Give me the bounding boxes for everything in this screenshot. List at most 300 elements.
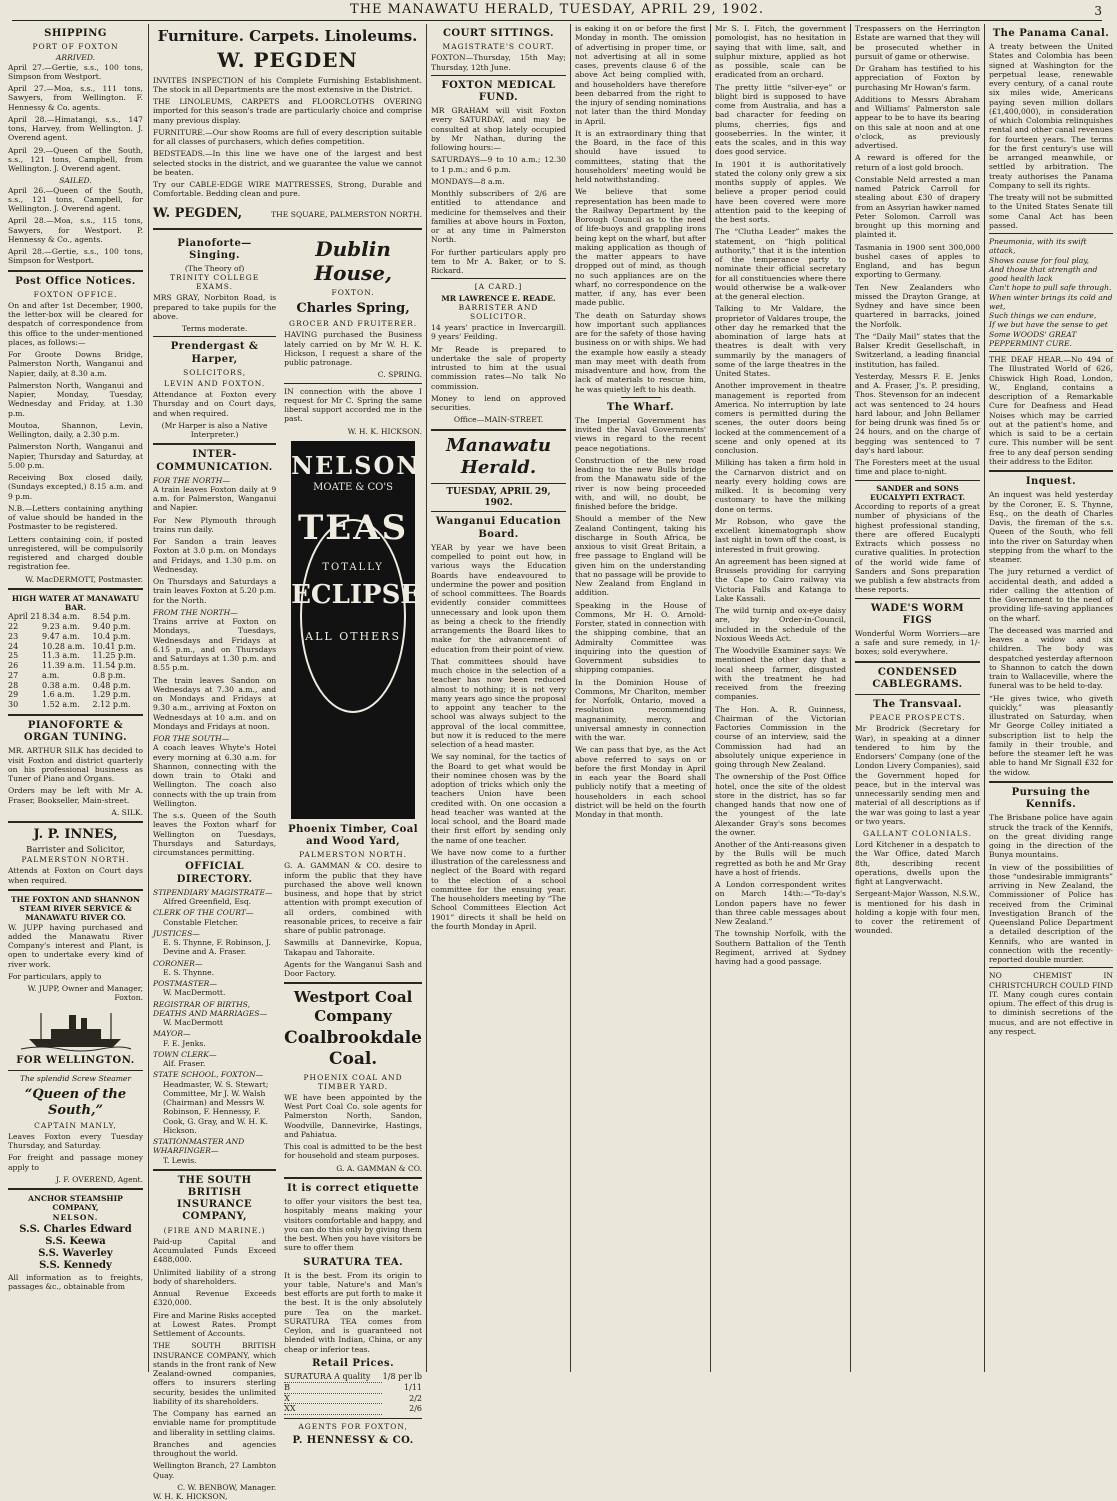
tide-cell: 1.29 p.m. — [92, 690, 131, 700]
post-office-subheading: FOXTON OFFICE. — [33, 289, 118, 299]
price-row — [284, 1404, 422, 1415]
price-value: 2/6 — [409, 1404, 422, 1414]
queen-of-south-agent: J. F. OVEREND, Agent. — [55, 1174, 143, 1184]
tide-row — [8, 700, 143, 710]
suratura-text: It is the best. From its origin to your table, Nature's and Man's best efforts are put forth to make it the best. It is the only absolutely pure Tea on the market. SURATURA TEA comes from Ceylon, and is guaranteed not blended with Indian, China, or any cheap or inferior teas. — [284, 1270, 422, 1354]
masthead — [0, 2, 1114, 22]
news-paragraph: The Woodville Examiner says: We mentioned the other day that a local sheep farmer, disgusted with the treatment he had received from the freezing companies. — [715, 646, 846, 702]
sanders-text: According to reports of a great number of physicians of the highest professional standing, there are offered Eucalypti Extracts which possess no curative qualities. In protection of the world wide fame of Sanders and Sons preparation we publish a few abstracts from these reports. — [855, 502, 980, 595]
column-5-news — [715, 24, 846, 966]
hickson-sign: W. H. K. HICKSON. — [347, 426, 422, 436]
agents-name: P. HENNESSY & CO. — [292, 1435, 414, 1447]
tide-cell: 0.48 p.m. — [92, 680, 131, 690]
directory-value: Headmaster, W. S. Stewart; Committee, Mr J. W. Walsh (Chairman) and Messrs W. Robinson, F. Hennessy, F. Cook, G. Gray, and W. H. K. Hickson. — [163, 1079, 269, 1135]
pegden-paragraph: INVITES INSPECTION of his Complete Furnishing Establishment. The stock in all Departments are the most extensive in the District. — [153, 75, 422, 94]
intercomm-entry: Trains arrive at Foxton on Mondays, Tuesdays, Wednesdays and Fridays at 6.15 p.m., and on Thursdays and Saturdays at 1.30 p.m. and 8.55 p.m. — [153, 617, 277, 673]
directory-label: STIPENDIARY MAGISTRATE— — [153, 887, 273, 897]
tide-row — [8, 681, 143, 691]
chemist-text: NO CHEMIST IN CHRISTCHURCH COULD FIND IT. Many cough cures contain opium. The effect of this drug is to diminish secretions of the mucus, and are not effective in any respect. — [989, 971, 1113, 1036]
column-2-left — [153, 234, 276, 1501]
article-paragraph: is eaking it on or before the first Monday in month. The omission of advertising in proper time, or not advertising at all in some cases, prevents clause 6 of the above Act being complied with, and householders have therefore been debarred from the right to the injury of sending nominations not later than the third Monday in April. — [575, 24, 706, 126]
prendergast-location: LEVIN AND FOXTON. — [163, 378, 266, 388]
tide-cell: 0.8 p.m. — [92, 670, 126, 680]
queen-of-south-schedule: Leaves Foxton every Tuesday Thursday, and Saturday. — [8, 1131, 143, 1151]
piano-tuning-sign: A. SILK. — [111, 807, 143, 817]
river-service-text: W. JUPP having purchased and added the Manawatu River Company's interest and Plant, is open to undertake every kind of river work. — [8, 922, 143, 969]
shipping-subheading: PORT OF FOXTON — [32, 42, 119, 52]
reade-practice: 14 years' practice in Invercargill. 9 years' Feilding. — [431, 323, 566, 342]
column-2-right — [284, 234, 422, 1501]
tide-row — [8, 632, 143, 642]
river-service-sign: W. JUPP, Owner and Manager, Foxton. — [27, 984, 143, 1003]
insurance-paragraph: Paid-up Capital and Accumulated Funds Exceed £488,000. — [153, 1236, 277, 1265]
news-paragraph: Yesterday, Messrs F. E. Jenks and A. Fraser, J's. P. presiding, Thos. Stevenson for an indecent act was sentenced to 24 hours hard labour, and John Bellamer for being drunk was fined 5s or 24 hours, and on the charge of begging was sentenced to 7 day's hard labour. — [855, 371, 980, 455]
tide-row — [8, 612, 143, 622]
coalbrookdale-sign: G. A. GAMMAN & CO. — [336, 1163, 422, 1173]
pegden-heading: Furniture. Carpets. Linoleums. — [157, 27, 418, 45]
pegden-paragraph: THE LINOLEUMS, CARPETS and FLOORCLOTHS OVERING imported for this season's trade are particularly choice and comprise many previous display. — [153, 97, 422, 125]
article-paragraph: We say nominal, for the tactics of the Board to get what would be their nominee chosen was by the adoption of tricks which only the teachers Union have been credited with. On one occasion a head teacher was wanted at the local school, and the Board made their first effort by sending only the name of one teacher. — [431, 752, 566, 845]
nelson-teas-advertisement — [291, 441, 421, 819]
panama-canal-text-2: The treaty will not be submitted to the United States Senate till some Canal Act has been passed. — [989, 193, 1113, 230]
pegden-footer-location: THE SQUARE, PALMERSTON NORTH. — [271, 209, 422, 219]
article-paragraph: We can pass that bye, as the Act above referred to says on or before the first Monday in April in each year the Board shall publicly notify that a meeting of householders in each school district will be held on the fourth Monday in that month. — [575, 745, 706, 820]
directory-label: TOWN CLERK— — [153, 1049, 217, 1059]
coalbrookdale-text-2: This coal is admitted to be the best for household and steam purposes. — [284, 1142, 422, 1161]
news-paragraph: The pretty little “silver-eye” or blight bird is supposed to have come from Australia, and has a bad character for feeding on plums, cherries, figs and gooseberries. In the winter, it eats the scales, and in this way does good service. — [715, 82, 846, 157]
divider — [855, 694, 980, 695]
intercomm-entry: For Sandon a train leaves Foxton at 3.0 p.m. on Mondays and Fridays, and 1.30 p.m. on Wednesday. — [153, 537, 277, 574]
insurance-paragraph: Annual Revenue Exceeds £320,000. — [153, 1289, 277, 1308]
divider — [8, 1188, 143, 1190]
column-6-news — [855, 24, 980, 477]
medical-fund-subscription: Monthly subscribers of 2/6 are entitled to attendance and medicine for themselves and their families at above hours in Foxton, or at any time in Palmerston North. — [431, 189, 566, 245]
etiquette-heading: It is correct etiquette — [287, 1182, 420, 1194]
insurance-paragraph: Unlimited liability of a strong body of shareholders. — [153, 1267, 277, 1286]
shipping-arrived-label: ARRIVED. — [55, 53, 96, 63]
directory-value: W. MacDermott — [163, 1018, 223, 1028]
pegden-name: W. PEGDEN — [217, 48, 358, 73]
piano-tuning-text: MR. ARTHUR SILK has decided to visit Foxton and district quarterly on his professional business as Tuner of Piano and Organs. — [8, 746, 143, 784]
shipping-sailed-list — [8, 186, 143, 266]
insurance-heading: THE SOUTH BRITISH INSURANCE COMPANY, — [177, 1174, 253, 1223]
prendergast-heading: Prendergast & Harper, — [170, 341, 259, 365]
tide-cell: 11.3 a.m. — [42, 651, 80, 661]
tide-cell: 30 — [8, 700, 19, 710]
medical-fund-heading: FOXTON MEDICAL FUND. — [441, 79, 556, 104]
queen-of-south-captain: CAPTAIN MANLY, — [34, 1120, 117, 1130]
divider — [153, 336, 276, 337]
news-paragraph: The “Clutha Leader” makes the statement, on “high political authority,” that it is the intention of the temperance party to nominate their official secretary for all constituencies where there would otherwise be a walk-over at the general election. — [715, 227, 846, 301]
reade-money: Money to lend on approved securities. — [431, 393, 566, 413]
wade-worm-figs-heading: WADE'S WORM FIGS — [870, 602, 965, 626]
singing-exams: TRINITY COLLEGE EXAMS. — [169, 273, 260, 292]
coalbrookdale-heading: Coalbrookdale Coal. — [284, 1028, 422, 1069]
insurance-paragraph: Fire and Marine Risks accepted at Lowest Rates. Prompt Settlement of Accounts. — [153, 1310, 277, 1338]
wharf-heading: The Wharf. — [606, 401, 675, 413]
tide-cell: 1.52 a.m. — [42, 700, 80, 710]
column-2-split — [153, 234, 422, 1501]
divider — [153, 443, 276, 445]
queen-of-south-apply: For freight and passage money apply to — [8, 1153, 143, 1172]
divider — [8, 588, 143, 590]
divider — [431, 483, 566, 484]
news-paragraph: Another improvement in theatre management is reported from America. No interruption by late comers is permitted during the scenes, the outer doors being locked at the commencement of a scene and only opened at its conclusion. — [715, 381, 846, 455]
tide-cell: 9.40 p.m. — [92, 622, 131, 632]
article-paragraph: An inquest was held yesterday by the Coroner, E. S. Thynne, Esq., on the death of Charles Davis, the fireman of the s.s. Queen of the South, who fell into the river on Saturday when stepping from the wharf to the steamer. — [989, 490, 1113, 565]
peace-prospects-heading: PEACE PROSPECTS. — [869, 713, 966, 723]
post-office-notice: N.B.—Letters containing anything of value should be handed in the Postmaster to be registered. — [8, 503, 143, 532]
retail-prices-heading: Retail Prices. — [312, 1357, 395, 1369]
nelson-ad-all-others: ALL OTHERS — [305, 629, 401, 643]
shipping-entry: April 26.—Queen of the South, s.s., 121 tons, Campbell, for Wellington. J. Overend agent. — [8, 185, 143, 214]
post-office-notice: On and after 1st December, 1900, the letter-box will be cleared for despatch of correspondence from this office to the under-mentioned places, as follows:— — [8, 300, 143, 347]
prendergast-note: (Mr Harper is also a Native Interpreter.) — [161, 420, 268, 440]
insurance-branch: Wellington Branch, 27 Lambton Quay. — [153, 1461, 277, 1480]
anchor-ship-name: S.S. Charles Edward — [19, 1223, 132, 1235]
divider — [153, 228, 422, 230]
anchor-ship-name: S.S. Waverley — [38, 1248, 113, 1260]
anchor-steamship-location: NELSON. — [52, 1212, 99, 1222]
price-value: 1/11 — [404, 1382, 422, 1392]
divider — [989, 470, 1113, 472]
divider — [153, 1169, 276, 1171]
retail-prices-table — [284, 1372, 422, 1415]
article-paragraph: That committees should have much choice in the selection of a teacher has now been reduced almost to nothing; it is not very many years ago since the proposal to appoint any teacher to the school was always subject to the approval of the local committee, but now it is reduced to the mere selection of a head master. — [431, 656, 566, 750]
insurance-subheading: (FIRE AND MARINE.) — [163, 1225, 266, 1235]
news-paragraph: Another of the Anti-reasons given by the Bulls will be much regretted as both he and Mr Gray have a host of friends. — [715, 840, 846, 877]
page-number: 3 — [1094, 4, 1102, 18]
article-paragraph: In view of the possibilities of those “undesirable immigrants” arriving in New Zealand, the Commissioner of Police has received from the Criminal Investigation Branch of the Queensland Police Department a detailed description of the Kennifs, who are wanted in connection with the recently-reported double murder. — [989, 862, 1113, 964]
wade-worm-figs-text: Wonderful Worm Worriers—are a safe and sure remedy, in 1/- boxes; sold everywhere. — [855, 628, 980, 657]
post-office-notice: Letters containing coin, if posted unregistered, will be compulsorily registered and charged double registration fee. — [8, 534, 143, 572]
news-paragraph: An agreement has been signed at Brussels providing for carrying the Cape to Cairo railway via Victoria Falls and Katanga to Lake Kassali. — [715, 556, 846, 603]
phoenix-agents: Agents for the Wanganui Sash and Door Factory. — [284, 959, 422, 979]
intercomm-entry: A coach leaves Whyte's Hotel every morning at 6.30 a.m. for Shannon, connecting with the down train to Otaki and Wellington. The coach also connects with the up train from Wellington. — [153, 743, 277, 808]
directory-value: Alfred Greenfield, Esq. — [163, 897, 252, 907]
gallant-colonials-heading: GALLANT COLONIALS. — [863, 829, 972, 839]
sanders-heading: SANDER and SONS EUCALYPTI EXTRACT. — [869, 483, 966, 502]
verse-line: Shows cause for foul play, — [989, 255, 1090, 265]
article-paragraph: The Imperial Government has invited the Naval Governments' views in regard to the recent peace negotiations. — [575, 415, 706, 453]
shipping-entry: April 29.—Queen of the South, s.s., 121 tons, Campbell, from Wellington. J. Overend agent. — [8, 145, 143, 174]
news-paragraph: Tasmania in 1900 sent 300,000 bushel cases of apples to England, and has begun exporting to Germany. — [855, 242, 980, 280]
price-value: 2/2 — [409, 1393, 422, 1403]
innes-text: Attends at Foxton on Court days when required. — [8, 866, 143, 885]
gallant-colonials-text: Lord Kitchener in a despatch to the War Office, dated March 8th, describing recent operations, dwells upon the fight at Langverwacht. — [855, 840, 980, 887]
shipping-entry: April 28.—Moa, s.s., 115 tons, Sawyers, for Westport. P. Hennessy & Co., agents. — [8, 216, 143, 244]
coalbrookdale-subheading: PHOENIX COAL AND TIMBER YARD. — [303, 1072, 403, 1091]
wellington-heading: FOR WELLINGTON. — [16, 1054, 135, 1066]
directory-value: Alf. Fraser. — [163, 1059, 206, 1069]
tide-cell: 10.4 p.m. — [92, 631, 131, 641]
verse-line: Such things we can endure, — [989, 311, 1097, 321]
directory-value: W. MacDermott. — [163, 988, 226, 998]
singing-terms: Terms moderate. — [181, 324, 248, 334]
news-paragraph: The Foresters meet at the usual time and place to-night. — [855, 458, 980, 477]
hickson-text: IN connection with the above I request for Mr C. Spring the same liberal support accorded me in the past. — [284, 386, 422, 424]
shipping-sailed-label: SAILED. — [59, 176, 92, 186]
tide-cell: 11.25 p.m. — [92, 651, 136, 661]
nelson-ad-totally: TOTALLY — [322, 561, 384, 573]
divider — [8, 821, 143, 823]
divider — [431, 429, 566, 431]
tide-cell: 24 — [8, 641, 19, 651]
verse-line: Can't hope to pull safe through. — [989, 283, 1112, 293]
inquest-article — [989, 490, 1113, 690]
price-item: SURATURA A quality — [284, 1372, 382, 1383]
column-7 — [984, 24, 1117, 1372]
phoenix-text: G. A. GAMMAN & CO. desire to inform the public that they have purchased the above well known business, and hope that by strict attention with prompt execution of all orders, combined with reasonable prices, to receive a fair share of public patronage. — [284, 861, 422, 936]
education-board-article — [431, 543, 566, 931]
directory-label: MAYOR— — [153, 1029, 191, 1039]
court-sittings-subheading: MAGISTRATE'S COURT. — [442, 42, 555, 52]
inquest-heading: Inquest. — [1025, 476, 1077, 488]
queen-of-south-name: “Queen of the South,” — [24, 1087, 127, 1118]
river-service-apply: For particulars, apply to — [8, 971, 102, 981]
insurance-text — [153, 1237, 276, 1459]
nelson-ad-teas: TEAS — [298, 508, 409, 549]
pegden-paragraph: BEDSTEADS.—In this line we have one of the largest and best selected stocks in the district, and we guarantee the value we cannot be beaten. — [153, 149, 422, 177]
dublin-house-heading: Dublin House, — [314, 236, 392, 285]
kennifs-article — [989, 813, 1113, 964]
anchor-steamship-text: All information as to freights, passages &c., obtainable from — [8, 1272, 143, 1291]
news-paragraph: Milking has taken a firm hold in the Carnarvon district and on nearly every holding cows are milked. It is becoming very customary to have the milking done on terms. — [715, 458, 846, 514]
article-paragraph: YEAR by year we have been compelled to point out how, in various ways the Education Boards have endeavoured to undermine the power and position of school committees. The Boards evidently consider committees unnecessary and look upon them as being a check to the friendly arrangements the Board likes to make for the advancement of education from their point of view. — [431, 542, 566, 654]
news-paragraph: A London correspondent writes on March 14th:—“To-day's London papers have no fewer than three cable messages about New Zealand.” — [715, 880, 846, 926]
shipping-arrived-list — [8, 63, 143, 174]
news-paragraph: Constable Neld arrested a man named Patrick Carroll for stealing about £30 of drapery from an Assyrian hawker named Peter Solomon. Carroll was brought up this morning and plainted it. — [855, 174, 980, 240]
article-paragraph: The death on Saturday shows how important such appliances are for the safety of those having business on or with ships. We had the example how easily a steady man may meet with death from misadventure and how, from the lack of materials to rescue him, he was quietly left to his death. — [575, 310, 706, 394]
masthead-rule — [12, 20, 1102, 21]
tide-cell: 8.34 a.m. — [42, 612, 80, 622]
price-item: B — [284, 1383, 382, 1394]
news-paragraph: The ownership of the Post Office hotel, once the site of the oldest store in the district, has so far changed hands that now one of the youngest of the late Alexander Gray's sons becomes the owner. — [715, 772, 846, 837]
tide-cell: 26 — [8, 661, 19, 671]
nelson-ad-brand: NELSON — [291, 450, 421, 480]
subscription-text: “He gives twice, who giveth quickly,” was pleasantly illustrated on Saturday, when Mr George Colley initiated a subscription list to help the family in their trouble, and before the steamer left he was able to hand Mr Signall £32 for the widow. — [989, 693, 1113, 777]
verse-line: And those that strength and good health lack — [989, 264, 1098, 284]
news-paragraph: The wild turnip and ox-eye daisy are, by Order-in-Council, included in the schedule of the Noxious Weeds Act. — [715, 606, 846, 643]
post-office-notice: Palmerston North, Wanganui and Napier, Thursday and Saturday, at 5.00 p.m. — [8, 442, 143, 470]
article-paragraph: The jury returned a verdict of accidental death, and added a rider calling the attention of the Government to the need of providing life-saving appliances on the wharf. — [989, 567, 1113, 623]
tide-cell: 2.12 p.m. — [92, 700, 131, 710]
intercomm-entry: On Thursdays and Saturdays a train leaves Foxton at 5.20 p.m. for the North. — [153, 577, 277, 605]
column-3 — [426, 24, 570, 1372]
news-paragraph: The township Norfolk, with the Southern Battalion of the Tenth Regiment, arrived at Sydney having had a good passage. — [715, 929, 846, 966]
prendergast-title: SOLICITORS, — [183, 367, 247, 377]
shipping-entry: April 28.—Gertie, s.s., 100 tons, Simpson for Westport. — [8, 247, 143, 266]
dublin-house-sign: C. SPRING. — [377, 370, 422, 380]
queen-of-south-intro: The splendid Screw Steamer — [19, 1073, 132, 1083]
column-4 — [570, 24, 710, 1372]
divider — [621, 397, 661, 398]
tide-cell: 0.38 a.m. — [42, 680, 80, 690]
divider — [8, 889, 143, 891]
tide-table — [8, 612, 143, 710]
article-paragraph: We have now come to a further illustration of the carelessness and neglect of the Board with regard to the election of a school committee for the ensuing year. The householders meeting by “The School Committees Election Act 1901” directs it shall be held on the fourth Monday in April. — [431, 847, 566, 931]
divider — [8, 270, 143, 272]
divider — [431, 75, 566, 76]
post-office-notice: For Groote Downs Bridge, Palmerston North, Wanganui and Napier, daily, at 8.30 a.m. — [8, 350, 143, 378]
reade-name: MR LAWRENCE E. READE. — [441, 293, 556, 303]
tide-cell: April 21 — [8, 612, 41, 622]
anchor-steamship-heading: ANCHOR STEAMSHIP COMPANY, — [28, 1194, 123, 1213]
tide-heading: HIGH WATER AT MANAWATU BAR. — [11, 593, 140, 613]
divider — [989, 967, 1113, 968]
etiquette-text: to offer your visitors the best tea, hospitably means making your visitors comfortable and happy, and you can do this only by giving them the best. When you have visitors be sure to offer them — [284, 1197, 422, 1253]
medical-fund-apply: For further particulars apply pro tem to Mr A. Baker, or to S. Rickard. — [431, 247, 566, 276]
news-paragraph: Mr Robson, who gave the excellent kinematograph show last night in town off the coast, is interested in fruit growing. — [715, 516, 846, 554]
tide-row — [8, 690, 143, 700]
intercomm-entry: The s.s. Queen of the South leaves the Foxton wharf for Wellington on Tuesdays, Thursdays and Saturdays, circumstances permitting. — [153, 811, 277, 858]
post-office-notice: Receiving Box closed daily, (Sundays excepted,) 8.15 a.m. and 9 p.m. — [8, 473, 143, 501]
singing-heading: Pianoforte—Singing. — [177, 237, 252, 261]
peppermint-cure-verse — [989, 237, 1113, 348]
medical-fund-mondays: MONDAYS—8 a.m. — [431, 176, 505, 186]
divider — [431, 278, 566, 279]
verse-line: If we but have the sense to get — [989, 320, 1108, 330]
verse-line: Pneumonia, with its swift attack, — [989, 237, 1087, 256]
divider — [8, 714, 143, 716]
directory-label: REGISTRAR OF BIRTHS, DEATHS AND MARRIAGES— — [153, 999, 268, 1018]
divider — [989, 781, 1113, 783]
reade-text: Mr Reade is prepared to undertake the sale of property intrusted to him at the usual commission rates—No talk No commission. — [431, 344, 566, 391]
news-paragraph: A reward is offered for the return of a lost gold brooch. — [855, 153, 980, 172]
tide-cell: 23 — [8, 631, 19, 641]
price-value: 1/8 per lb — [382, 1372, 422, 1382]
tide-cell: 11.54 p.m. — [92, 661, 136, 671]
piano-tuning-heading: PIANOFORTE & ORGAN TUNING. — [23, 719, 128, 744]
tide-cell: a.m. — [42, 670, 60, 680]
directory-value: T. Lewis. — [163, 1155, 197, 1165]
price-row — [284, 1383, 422, 1394]
verse-line: When winter brings its cold and wet, — [989, 292, 1113, 311]
directory-label: STATE SCHOOL, FOXTON— — [153, 1070, 264, 1080]
innes-location: PALMERSTON NORTH. — [21, 855, 130, 865]
coalbrookdale-text: WE have been appointed by the West Port Coal Co. sole agents for Palmerston North, Sandon, Woodville, Dannevirke, Hastings, and Pahiatua. — [284, 1092, 422, 1139]
wharf-article — [575, 416, 706, 820]
price-row — [284, 1372, 422, 1383]
news-paragraph: The “Daily Mail” states that the Balser Kredit Gesellschaft, in Switzerland, a leading financial institution, has failed. — [855, 331, 980, 369]
panama-canal-heading: The Panama Canal. — [992, 28, 1110, 39]
phoenix-heading: Phoenix Timber, Coal and Wood Yard, — [288, 823, 419, 848]
anchor-ship-name: S.S. Keewa — [45, 1236, 106, 1248]
official-directory — [153, 888, 276, 1165]
agents-heading: AGENTS FOR FOXTON, — [298, 1422, 408, 1432]
directory-heading: OFFICIAL DIRECTORY. — [176, 861, 253, 885]
news-paragraph: Dr Graham has testified to his appreciation of Foxton by purchasing Mr Howan's farm. — [855, 64, 980, 92]
tide-cell: 25 — [8, 651, 19, 661]
price-item: XX — [284, 1404, 382, 1415]
article-paragraph: Construction of the new road leading to the new Bulls bridge from the Manawatu side of the river is now being proceeded with, and will, no doubt, be finished before the bridge. — [575, 455, 706, 512]
insurance-manager: C. W. BENBOW, Manager. — [177, 1482, 277, 1492]
tide-cell: 8.54 p.m. — [92, 612, 131, 622]
divider — [8, 1070, 143, 1071]
tide-cell: 28 — [8, 680, 19, 690]
dublin-house-trade: GROCER AND FRUITERER. — [289, 319, 418, 329]
price-item: X — [284, 1394, 382, 1405]
nelson-ad-company: MOATE & CO'S — [313, 482, 393, 494]
dublin-house-owner: Charles Spring, — [296, 301, 410, 317]
column-1 — [4, 24, 147, 1372]
column-4-article — [575, 24, 706, 394]
shipping-entry: April 28.—Himatangi, s.s., 147 tons, Harvey, from Wellington. J. Overend agent. — [8, 114, 143, 143]
steamship-illustration — [21, 1007, 131, 1051]
tide-row — [8, 651, 143, 661]
news-paragraph: Trespassers on the Herrington Estate are warned that they will be prosecuted whether in pursuit of game or otherwise. — [855, 24, 980, 61]
divider — [284, 982, 422, 984]
article-paragraph: The deceased was married and leaves a widow and six children. The body was despatched yesterday afternoon to Shannon to catch the down train to Wallaceville, where the funeral was to be held to-day. — [989, 625, 1113, 691]
price-row — [284, 1394, 422, 1405]
tide-cell: 29 — [8, 690, 19, 700]
pegden-paragraph: Try our CABLE-EDGE WIRE MATTRESSES, Strong, Durable and Comfortable. Bedding clean and pure. — [153, 180, 422, 199]
prendergast-text: Attendance at Foxton every Thursday and on Court days, and when required. — [153, 390, 277, 418]
directory-label: POSTMASTER— — [153, 979, 217, 989]
nelson-ad-eclipse: ECLIPSE — [291, 580, 421, 611]
intercomm-entry: For New Plymouth through trains run daily. — [153, 515, 277, 534]
pegden-ad-text — [153, 76, 422, 199]
verse-line: Some WOODS' GREAT PEPPERMINT CURE. — [989, 329, 1077, 348]
news-paragraph: Mr S. I. Fitch, the government pomologist, has no hesitation in saying that with lime, salt, and sulphur mixture, applied as hot as possible, scale can be eradicated from an orchard. — [715, 24, 846, 80]
tide-row — [8, 642, 143, 652]
column-5 — [710, 24, 850, 1372]
gallant-colonials-text-2: Sergeant-Major Wasson, N.S.W., is mentioned for his dash in holding a kopje with four men, to cover the retirement of wounded. — [855, 889, 980, 936]
article-paragraph: Speaking in the House of Commons, Mr H. O. Arnold-Forster, stated in connection with the shipping combine, that an Admiralty Committee was inquiring into the question of Government subsidies to shipping companies. — [575, 600, 706, 675]
divider — [284, 1177, 422, 1179]
tide-cell: 22 — [8, 622, 19, 632]
directory-value: E. S. Thynne. — [163, 967, 215, 977]
singing-text: MRS GRAY, Norbiton Road, is prepared to take pupils for the above. — [153, 293, 277, 321]
nelson-ad-oval — [300, 519, 406, 713]
article-paragraph: In the Dominion House of Commons, Mr Charlton, member for Norfolk, Ontario, moved a resolution recommending magnanimity, mercy, and universal amnesty in connection with the war. — [575, 677, 706, 743]
article-paragraph: We believe that some representation has been made to the Railway Department by the Borough Council as to the need of life-buoys and grappling irons being kept on the wharf, but after making application as though of the matter appears to have dropped out of mind, as though no such appliances are on the wharf, no correspondence on the matter, if any, has ever been made public. — [575, 187, 706, 308]
directory-label: STATIONMASTER AND WHARFINGER— — [153, 1137, 245, 1156]
westport-coal-heading: Westport Coal Company — [293, 988, 413, 1025]
cablegrams-heading: CONDENSED CABLEGRAMS. — [872, 666, 963, 690]
phoenix-sawmills: Sawmills at Dannevirke, Kopua, Takapau and Tahoraite. — [284, 938, 422, 957]
article-paragraph: It is an extraordinary thing that the Board, in the face of this should have issued to committees, stating that the householders' meeting would be held notwithstanding. — [575, 128, 706, 184]
tide-row — [8, 661, 143, 671]
directory-value: E. S. Thynne, F. Robinson, J. Devine and A. Fraser. — [163, 938, 271, 957]
divider — [855, 661, 980, 663]
intercomm-from-north-label: FROM THE NORTH— — [153, 607, 238, 617]
kennifs-heading: Pursuing the Kennifs. — [1011, 786, 1091, 811]
news-paragraph: Ten New Zealanders who missed the Drayton Grange, at Sydney and have since been quartered in barracks, joined the Norfolk. — [855, 282, 980, 329]
tide-cell: 11.39 a.m. — [42, 661, 85, 671]
directory-label: CORONER— — [153, 958, 203, 968]
singing-subheading: (The Theory of) — [184, 263, 245, 273]
medical-fund-text: MR GRAHAM will visit Foxton every SATURDAY, and may be consulted at shop lately occupied by Mr Nathan, during the following hours:— — [431, 106, 566, 153]
insurance-agent: W. H. K. HICKSON, — [153, 1492, 228, 1501]
article-paragraph: Should a member of the New Zealand Contingent, taking his discharge in South Africa, be anxious to visit Great Britain, a free passage to England will be given him on the understanding that no passage will be provide to New Zealand from England in addition. — [575, 514, 706, 598]
directory-value: F. E. Jenks. — [163, 1038, 206, 1048]
tide-cell: 27 — [8, 670, 19, 680]
peace-prospects-text: Mr Brodrick (Secretary for War), in speaking at a dinner tendered to him by the Endorsers' Company (one of the London Livery Companies), said the Government hoped for peace, but in the interval was unnecessarily sending men and material of all descriptions as if the war was going to last a year or two years. — [855, 724, 980, 826]
directory-label: JUSTICES— — [153, 928, 200, 938]
reade-title: BARRISTER AND SOLICITOR. — [458, 302, 539, 321]
divider — [855, 598, 980, 599]
intercomm-entry: A train leaves Foxton daily at 9 a.m. for Palmerston, Wanganui and Napier. — [153, 484, 277, 513]
masthead-title: THE MANAWATU HERALD, TUESDAY, APRIL 29, 1902. — [350, 2, 764, 17]
post-office-signoff: W. MacDERMOTT, Postmaster. — [25, 574, 143, 584]
medical-fund-hours: SATURDAYS—9 to 10 a.m.; 12.30 to 1 p.m.; and 6 p.m. — [431, 155, 566, 174]
innes-subheading: Barrister and Solicitor, — [26, 844, 125, 855]
tide-cell: 1.6 a.m. — [42, 690, 75, 700]
post-office-notices — [8, 301, 143, 572]
article-paragraph: The Brisbane police have again struck the track of the Kennifs, on the great dividing range going in the direction of the Bunya mountains. — [989, 813, 1113, 860]
divider — [989, 233, 1113, 234]
